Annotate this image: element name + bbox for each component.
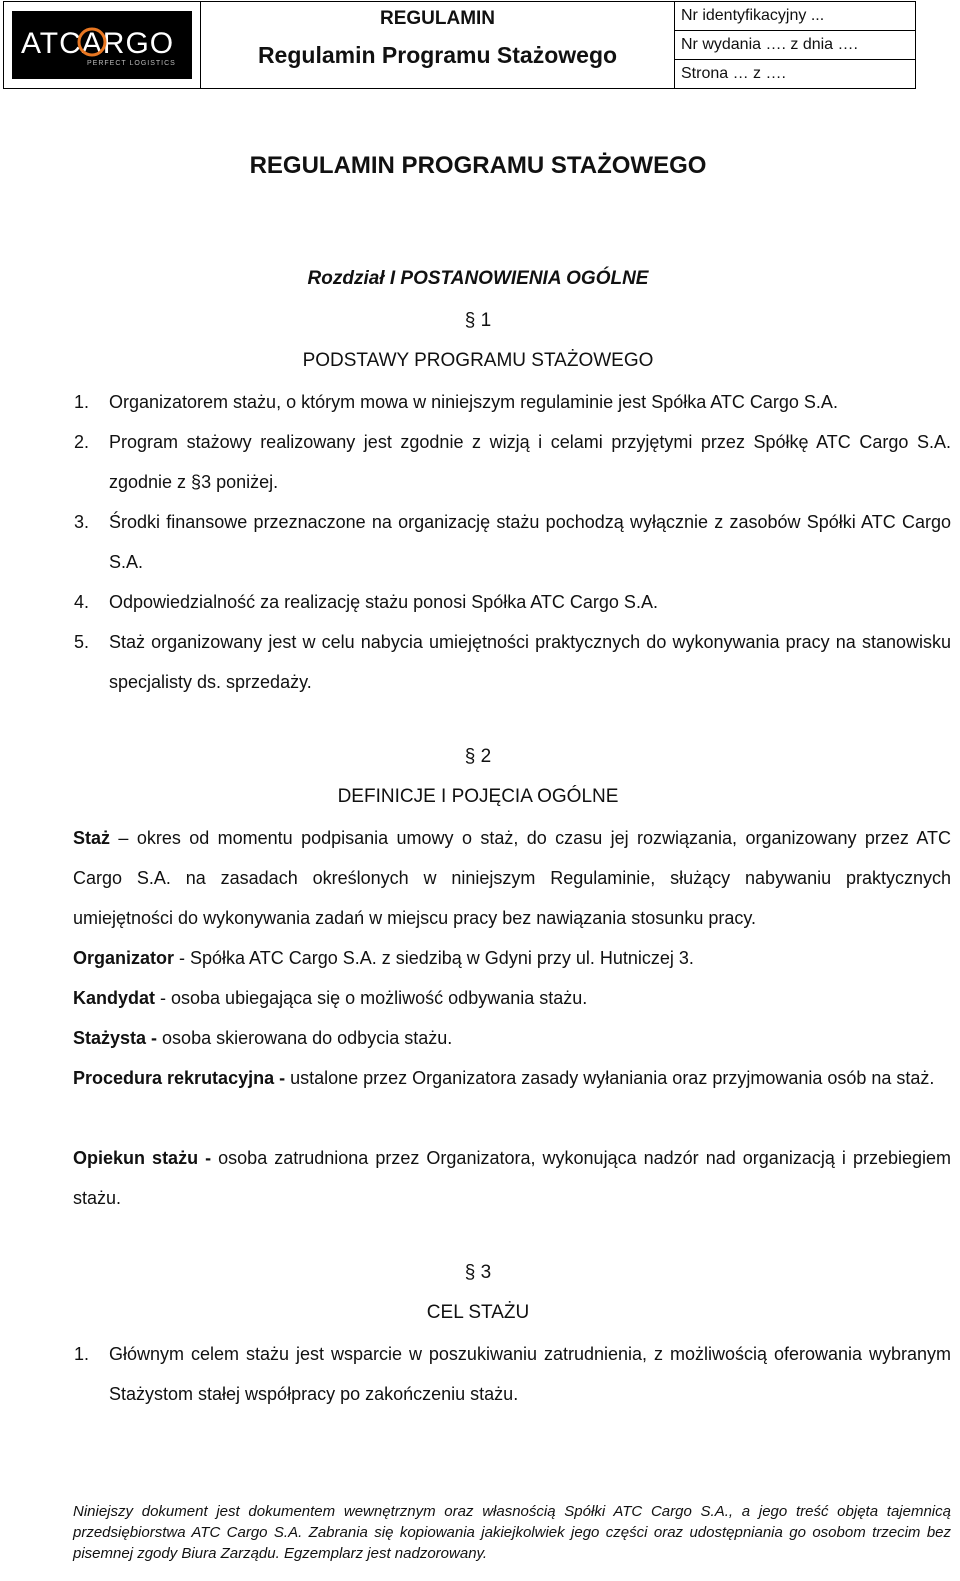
list-item-text: Program stażowy realizowany jest zgodnie z wizją i celami przyjętymi przez Spółkę ATC Cargo S.A. zgodnie z §3 poniżej. bbox=[109, 432, 951, 492]
definition-text: osoba skierowana do odbycia stażu. bbox=[157, 1028, 453, 1048]
logo-wordmark: ATCARGO bbox=[21, 27, 175, 60]
section-2-heading: DEFINICJE I POJĘCIA OGÓLNE bbox=[337, 786, 619, 807]
list-item-number: 3. bbox=[74, 512, 90, 532]
atc-cargo-logo bbox=[12, 11, 192, 79]
id-number-cell: Nr identyfikacyjny ... bbox=[675, 2, 916, 31]
logo-cell bbox=[4, 2, 201, 89]
section-2-sign: § 2 bbox=[464, 746, 492, 767]
definition-term: Kandydat bbox=[73, 988, 156, 1008]
list-item-number: 5. bbox=[74, 632, 90, 652]
section-1-sign: § 1 bbox=[464, 310, 492, 331]
definition-term: Stażysta - bbox=[73, 1028, 158, 1048]
list-item-number: 1. bbox=[74, 1344, 90, 1364]
list-item bbox=[74, 622, 951, 702]
section-3-sign: § 3 bbox=[464, 1262, 492, 1283]
list-item-number: 4. bbox=[74, 592, 90, 612]
document-title: REGULAMIN PROGRAMU STAŻOWEGO bbox=[249, 152, 707, 179]
chapter-heading: Rozdział I POSTANOWIENIA OGÓLNE bbox=[307, 268, 649, 289]
logo-mark-icon bbox=[17, 19, 187, 71]
list-item-number: 1. bbox=[74, 392, 90, 412]
list-item-text: Staż organizowany jest w celu nabycia umiejętności praktycznych do wykonywania pracy na stanowisku specjalisty ds. sprzedaży. bbox=[109, 632, 951, 692]
document-header bbox=[3, 1, 916, 89]
confidentiality-footer: Niniejszy dokument jest dokumentem wewnętrznym oraz własnością Spółki ATC Cargo S.A., a jego treść objęta tajemnicą przedsiębiorstwa ATC Cargo S.A. Zabrania się kopiowania jakiejkolwiek jego części oraz udostępniania go osobom trzecim bez pisemnej zgody Biura Zarządu. Egzemplarz jest nadzorowany. bbox=[73, 1503, 951, 1562]
list-item bbox=[74, 382, 951, 422]
definition-item bbox=[73, 978, 951, 1018]
definition-term: Procedura rekrutacyjna - bbox=[73, 1068, 286, 1088]
header-title-cell bbox=[201, 2, 675, 89]
list-item-text: Odpowiedzialność za realizację stażu ponosi Spółka ATC Cargo S.A. bbox=[109, 592, 658, 612]
edition-cell: Nr wydania …. z dnia …. bbox=[675, 31, 916, 60]
list-item-text: Organizatorem stażu, o którym mowa w niniejszym regulaminie jest Spółka ATC Cargo S.A. bbox=[109, 392, 838, 412]
section-3-heading: CEL STAŻU bbox=[426, 1302, 530, 1323]
logo-tagline: PERFECT LOGISTICS bbox=[87, 60, 176, 67]
definition-item bbox=[73, 1058, 951, 1098]
definition-text: ustalone przez Organizatora zasady wyłaniania oraz przyjmowania osób na staż. bbox=[285, 1068, 935, 1088]
definition-item bbox=[73, 818, 951, 938]
doc-type: REGULAMIN bbox=[379, 8, 496, 29]
definition-text: – okres od momentu podpisania umowy o staż, do czasu jej rozwiązania, organizowany przez ATC Cargo S.A. na zasadach określonych w niniejszym Regulaminie, służący nabywaniu praktycznych umiejętności do wykonywania zadań w miejscu pracy bez nawiązania stosunku pracy. bbox=[73, 828, 951, 928]
list-item-number: 2. bbox=[74, 432, 90, 452]
list-item bbox=[74, 422, 951, 502]
definition-text: osoba zatrudniona przez Organizatora, wykonująca nadzór nad organizacją i przebiegiem stażu. bbox=[73, 1148, 951, 1208]
definition-item bbox=[73, 938, 951, 978]
section-1-heading: PODSTAWY PROGRAMU STAŻOWEGO bbox=[302, 350, 654, 371]
definition-text: - osoba ubiegająca się o możliwość odbywania stażu. bbox=[155, 988, 588, 1008]
list-item bbox=[74, 1334, 951, 1414]
list-item-text: Głównym celem stażu jest wsparcie w poszukiwaniu zatrudnienia, z możliwością oferowania wybranym Stażystom stałej współpracy po zakończeniu stażu. bbox=[109, 1344, 951, 1404]
definition-term: Opiekun stażu - bbox=[73, 1148, 212, 1168]
page-number-cell: Strona … z …. bbox=[675, 60, 916, 89]
definition-term: Organizator bbox=[73, 948, 175, 968]
list-item bbox=[74, 582, 951, 622]
list-item-text: Środki finansowe przeznaczone na organizację stażu pochodzą wyłącznie z zasobów Spółki ATC Cargo S.A. bbox=[109, 512, 951, 572]
doc-name: Regulamin Programu Stażowego bbox=[257, 42, 618, 68]
list-item bbox=[74, 502, 951, 582]
definition-item bbox=[73, 1138, 951, 1218]
definition-item bbox=[73, 1018, 951, 1058]
definition-term: Staż bbox=[73, 828, 111, 848]
definition-text: - Spółka ATC Cargo S.A. z siedzibą w Gdyni przy ul. Hutniczej 3. bbox=[174, 948, 694, 968]
